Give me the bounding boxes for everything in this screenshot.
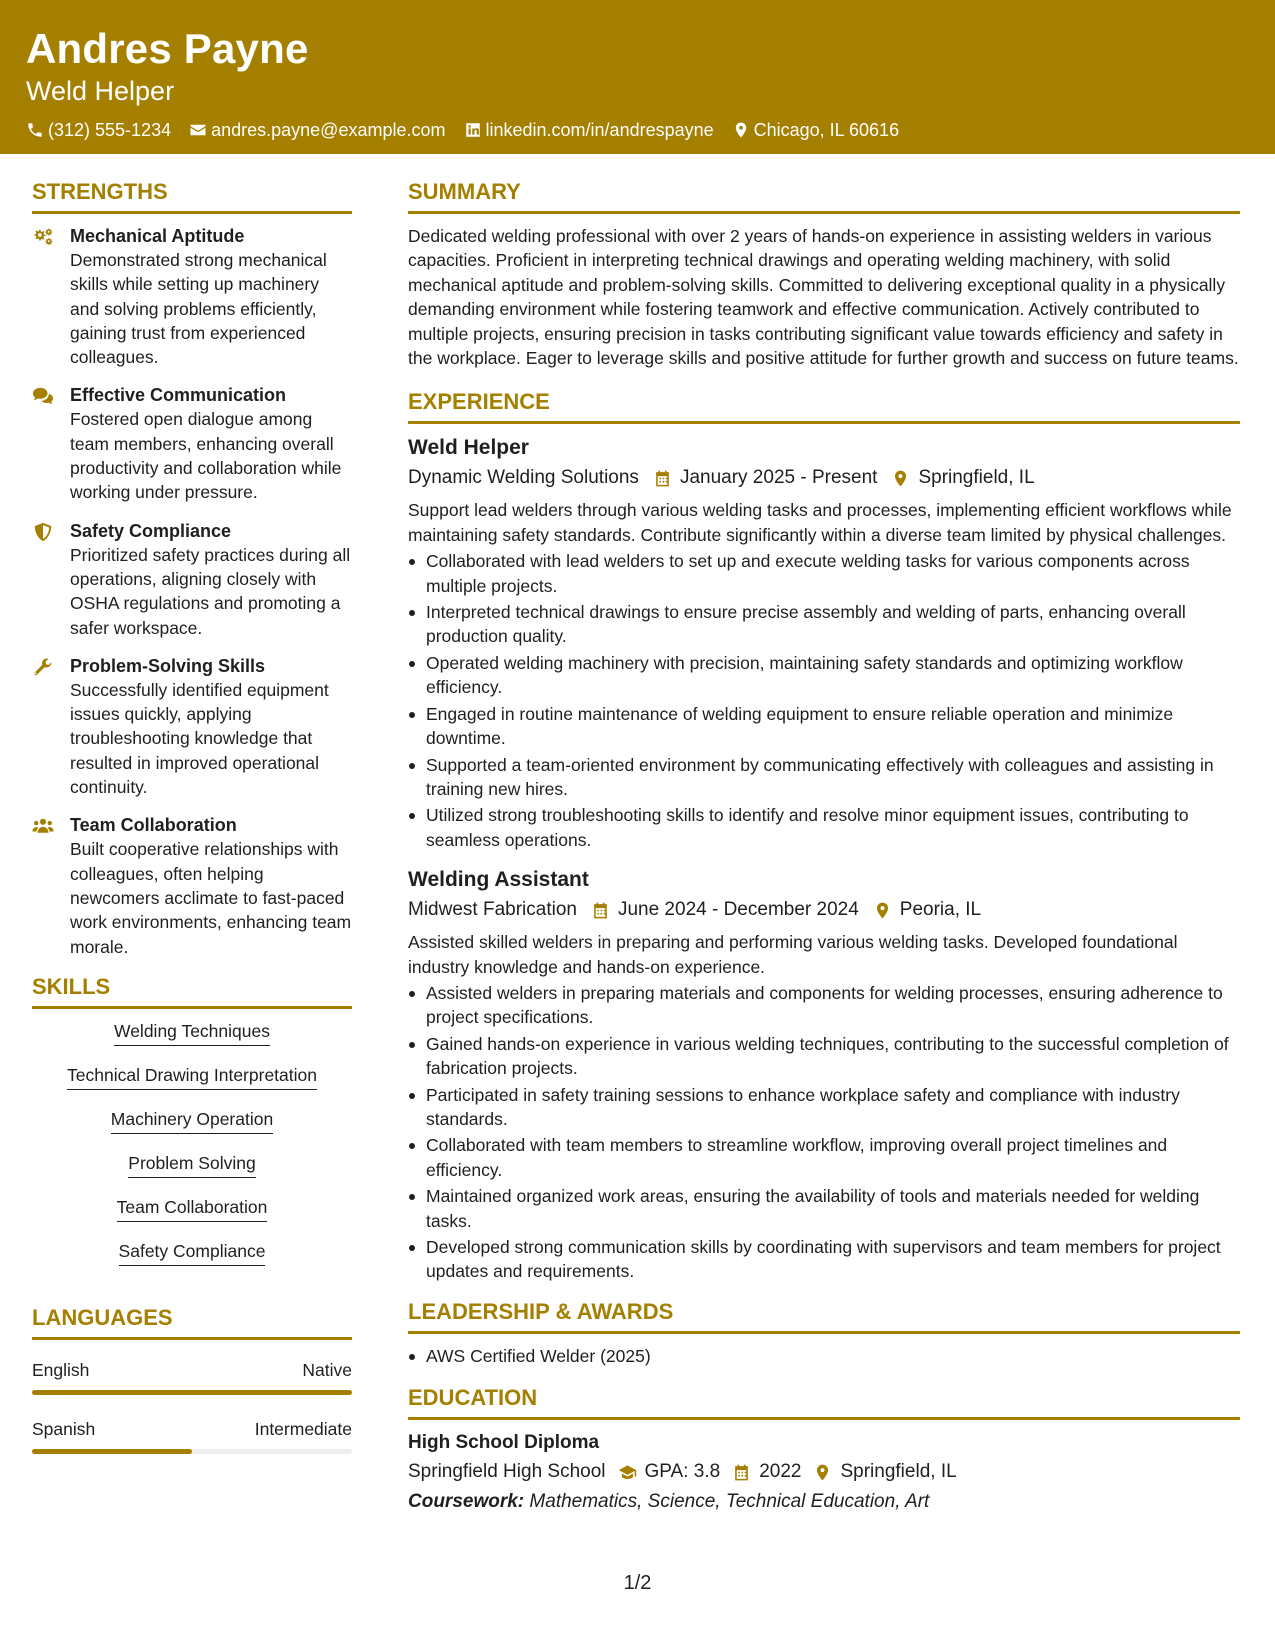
strength-item [32, 813, 352, 958]
job-description: Assisted skilled welders in preparing and performing various welding tasks. Developed foundational industry knowledge and hands-on experience. [408, 932, 1178, 977]
strength-item [32, 654, 352, 799]
location-pin-icon [873, 901, 892, 920]
coursework-label: Coursework: [408, 1491, 525, 1513]
location-pin-icon [891, 469, 910, 488]
job-meta [408, 464, 1240, 492]
strength-item [32, 519, 352, 640]
shield-icon [32, 522, 54, 542]
edu-location-wrap [813, 1458, 956, 1486]
skill-label: Welding Techniques [114, 1019, 270, 1046]
strength-desc: Successfully identified equipment issues quickly, applying troubleshooting knowledge that resulted in improved operational continuity. [70, 679, 329, 798]
job-bullet: Operated welding machinery with precision, maintaining safety standards and optimizing workflow efficiency. [408, 651, 1240, 700]
job-bullet: Engaged in routine maintenance of welding equipment to ensure reliable operation and minimize downtime. [408, 702, 1240, 751]
strength-title: Safety Compliance [70, 520, 232, 541]
skill-item [32, 1107, 352, 1134]
job-bullet: Gained hands-on experience in various welding techniques, contributing to the successful completion of fabrication projects. [408, 1032, 1240, 1081]
strengths-heading: STRENGTHS [32, 178, 352, 214]
calendar-icon [653, 469, 672, 488]
job-dates: June 2024 - December 2024 [617, 899, 859, 921]
edu-location: Springfield, IL [840, 1461, 957, 1483]
job-bullet: Interpreted technical drawings to ensure precise assembly and welding of parts, enhancing overall production quality. [408, 600, 1240, 649]
coursework [408, 1488, 1240, 1516]
candidate-role: Weld Helper [26, 76, 175, 106]
language-item [32, 1417, 352, 1454]
calendar-icon [591, 901, 610, 920]
skill-label: Problem Solving [128, 1151, 255, 1178]
job-title: Weld Helper [408, 436, 529, 460]
left-column [32, 178, 352, 1476]
languages-list [32, 1358, 352, 1454]
job-dates-wrap [653, 464, 878, 492]
job-bullets [408, 981, 1240, 1284]
location-pin-icon [813, 1463, 832, 1482]
edu-year-wrap [732, 1458, 801, 1486]
strength-title: Effective Communication [70, 385, 287, 406]
education-meta [408, 1458, 1240, 1486]
language-level: Intermediate [254, 1418, 352, 1439]
language-name: English [32, 1359, 90, 1380]
job-location-wrap [873, 896, 981, 924]
skill-item [32, 1019, 352, 1046]
job-location: Springfield, IL [918, 467, 1035, 489]
job-bullet: Collaborated with lead welders to set up and execute welding tasks for various components across multiple projects. [408, 549, 1240, 598]
calendar-icon [732, 1463, 751, 1482]
skill-item [32, 1063, 352, 1090]
languages-heading: LANGUAGES [32, 1304, 352, 1340]
strength-title: Team Collaboration [70, 815, 237, 836]
contact-location [732, 118, 899, 142]
job-description: Support lead welders through various welding tasks and processes, implementing efficient workflows while maintaining safety standards. Contribute significantly within a diverse team limited by physical challenges. [408, 500, 1232, 545]
comments-icon [32, 386, 54, 406]
skill-item [32, 1239, 352, 1266]
language-proficiency-fill [32, 1390, 352, 1395]
degree: High School Diploma [408, 1432, 600, 1454]
contact-email[interactable] [189, 118, 445, 142]
strength-desc: Built cooperative relationships with colleagues, often helping newcomers acclimate to fast-paced work environments, enhancing team morale. [70, 839, 352, 957]
job-bullet: Participated in safety training sessions to enhance workplace safety and compliance with industry standards. [408, 1083, 1240, 1132]
job-company: Dynamic Welding Solutions [408, 467, 639, 489]
coursework-list: Mathematics, Science, Technical Education, Art [529, 1491, 930, 1513]
language-proficiency-bar [32, 1449, 352, 1454]
job-bullet: Maintained organized work areas, ensuring the availability of tools and materials needed for welding tasks. [408, 1184, 1240, 1233]
awards-list [408, 1344, 1240, 1368]
email-text: andres.payne@example.com [211, 120, 446, 140]
graduation-cap-icon [618, 1463, 637, 1482]
skill-label: Team Collaboration [117, 1195, 268, 1222]
job-bullets [408, 549, 1240, 852]
awards-heading: LEADERSHIP & AWARDS [408, 1298, 1240, 1334]
strength-desc: Demonstrated strong mechanical skills while setting up machinery and solving problems efficiently, gaining trust from experienced colleagues. [70, 250, 327, 368]
job-location: Peoria, IL [899, 899, 982, 921]
language-name: Spanish [32, 1418, 96, 1439]
linkedin-text: linkedin.com/in/andrespayne [485, 120, 714, 140]
skills-heading: SKILLS [32, 973, 352, 1009]
strength-title: Mechanical Aptitude [70, 226, 245, 246]
education-heading: EDUCATION [408, 1384, 1240, 1420]
wrench-icon [32, 657, 54, 677]
phone-icon [26, 121, 44, 139]
job-location-wrap [891, 464, 1034, 492]
job-entry [408, 434, 1240, 852]
skill-label: Machinery Operation [111, 1107, 273, 1134]
gpa-wrap [618, 1458, 721, 1486]
strength-item [32, 224, 352, 369]
job-title: Welding Assistant [408, 868, 589, 892]
job-bullet: Assisted welders in preparing materials and components for welding processes, ensuring adherence to project specifications. [408, 981, 1240, 1030]
contact-linkedin[interactable] [464, 118, 714, 142]
page-number: 1/2 [623, 1572, 652, 1594]
contact-bar [26, 118, 1249, 142]
phone-text: (312) 555-1234 [48, 120, 172, 140]
linkedin-icon [464, 121, 482, 139]
language-proficiency-fill [32, 1449, 192, 1454]
job-bullet: Supported a team-oriented environment by communicating effectively with colleagues and assisting in training new hires. [408, 753, 1240, 802]
right-column [408, 178, 1240, 1516]
contact-phone[interactable] [26, 118, 171, 142]
skill-label: Technical Drawing Interpretation [67, 1063, 317, 1090]
location-text: Chicago, IL 60616 [753, 120, 900, 140]
strengths-list [32, 224, 352, 959]
candidate-name: Andres Payne [26, 25, 309, 72]
experience-heading: EXPERIENCE [408, 388, 1240, 424]
skill-label: Safety Compliance [119, 1239, 266, 1266]
job-dates: January 2025 - Present [679, 467, 878, 489]
language-proficiency-bar [32, 1390, 352, 1395]
gears-icon [32, 227, 54, 247]
strength-desc: Fostered open dialogue among team members, enhancing overall productivity and collaboration while working under pressure. [70, 409, 342, 503]
skill-item [32, 1151, 352, 1178]
gpa: GPA: 3.8 [644, 1461, 721, 1483]
job-entry [408, 866, 1240, 1284]
resume-header [0, 0, 1275, 154]
job-bullet: Developed strong communication skills by coordinating with supervisors and team members for project updates and requirements. [408, 1235, 1240, 1284]
users-icon [32, 816, 54, 836]
skill-item [32, 1195, 352, 1222]
strength-desc: Prioritized safety practices during all operations, aligning closely with OSHA regulations and promoting a safer workspace. [70, 544, 351, 638]
job-bullet: Utilized strong troubleshooting skills to identify and resolve minor equipment issues, contributing to seamless operations. [408, 803, 1240, 852]
location-pin-icon [732, 121, 750, 139]
job-dates-wrap [591, 896, 859, 924]
job-bullet: Collaborated with team members to streamline workflow, improving overall project timelines and efficiency. [408, 1133, 1240, 1182]
language-level: Native [302, 1359, 352, 1380]
summary-heading: SUMMARY [408, 178, 1240, 214]
language-item [32, 1358, 352, 1395]
summary-text: Dedicated welding professional with over 2 years of hands-on experience in assisting welders in various capacities. Proficient in interpreting technical drawings and operating welding machinery, with solid mechanical aptitude and problem-solving skills. Committed to delivering exceptional quality in a physically demanding environment while fostering teamwork and effective communication. Actively contributed to multiple projects, ensuring precision in tasks contributing significant value towards efficiency and safety in the workplace. Eager to leverage skills and positive attitude for further growth and success on future teams. [408, 226, 1239, 369]
envelope-icon [189, 121, 207, 139]
strength-item [32, 383, 352, 504]
award-item: AWS Certified Welder (2025) [408, 1344, 1240, 1368]
education-entry [408, 1430, 1240, 1516]
job-meta [408, 896, 1240, 924]
school-name: Springfield High School [408, 1461, 606, 1483]
strength-title: Problem-Solving Skills [70, 655, 266, 676]
job-company: Midwest Fabrication [408, 899, 577, 921]
skills-list [32, 1019, 352, 1266]
edu-year: 2022 [759, 1461, 802, 1483]
